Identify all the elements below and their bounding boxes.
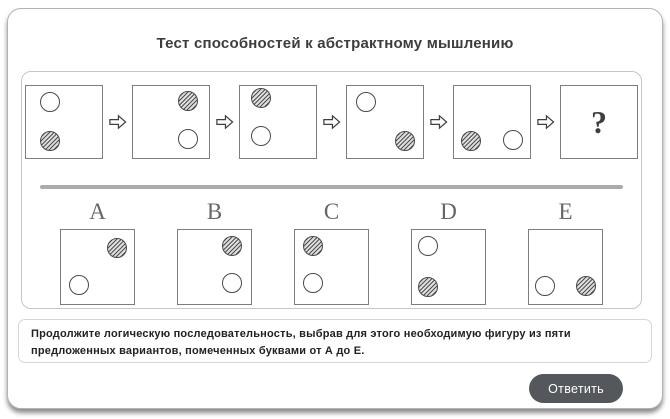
figure-box xyxy=(132,85,210,159)
hatched-circle xyxy=(40,131,60,151)
question-mark: ? xyxy=(591,103,607,140)
question-box xyxy=(560,85,638,159)
empty-circle xyxy=(251,126,271,146)
option-letter: B xyxy=(206,199,223,224)
empty-circle xyxy=(40,92,60,112)
hatched-circle xyxy=(576,276,596,296)
empty-circle xyxy=(178,129,198,149)
empty-circle xyxy=(222,273,242,293)
empty-circle xyxy=(356,92,376,112)
figure-box[interactable] xyxy=(60,229,135,305)
arrow-right-icon xyxy=(322,114,341,130)
hatched-circle xyxy=(222,236,242,256)
figure-box[interactable] xyxy=(411,229,486,305)
figure-box xyxy=(239,85,317,159)
divider-line xyxy=(40,185,623,189)
option-letter: C xyxy=(323,199,340,224)
option-E xyxy=(528,197,603,305)
option-B xyxy=(177,197,252,305)
figure-box[interactable] xyxy=(528,229,603,305)
hatched-circle xyxy=(178,91,198,111)
empty-circle xyxy=(418,236,438,256)
arrow-right-icon xyxy=(429,114,448,130)
figure-box xyxy=(453,85,531,159)
figure-box[interactable] xyxy=(177,229,252,305)
empty-circle xyxy=(503,130,523,150)
options-row xyxy=(22,197,641,305)
hatched-circle xyxy=(107,238,127,258)
figure-panel xyxy=(21,71,642,309)
empty-circle xyxy=(69,275,89,295)
arrow-right-icon xyxy=(215,114,234,130)
hatched-circle xyxy=(251,88,271,108)
option-letter: E xyxy=(558,199,573,224)
page-title: Тест способностей к абстрактному мышлению xyxy=(156,35,514,52)
hatched-circle xyxy=(461,131,481,151)
empty-circle xyxy=(303,273,323,293)
hatched-circle xyxy=(395,131,415,151)
figure-box xyxy=(25,85,103,159)
arrow-right-icon xyxy=(108,114,127,130)
arrow-right-icon xyxy=(536,114,555,130)
figure-box[interactable] xyxy=(294,229,369,305)
option-letter: D xyxy=(440,199,457,224)
option-letter: A xyxy=(89,199,106,224)
option-D xyxy=(411,197,486,305)
option-A xyxy=(60,197,135,305)
figure-box xyxy=(346,85,424,159)
answer-button[interactable]: Ответить xyxy=(529,374,623,403)
test-card xyxy=(7,8,663,409)
empty-circle xyxy=(535,276,555,296)
hatched-circle xyxy=(418,277,438,297)
instruction-text: Продолжите логическую последовательность, выбрав для этого необходимую фигуру из пяти предложенных вариантов, помеченных буквами от А до Е. xyxy=(18,319,652,363)
sequence-row xyxy=(22,85,641,159)
hatched-circle xyxy=(303,236,323,256)
option-C xyxy=(294,197,369,305)
